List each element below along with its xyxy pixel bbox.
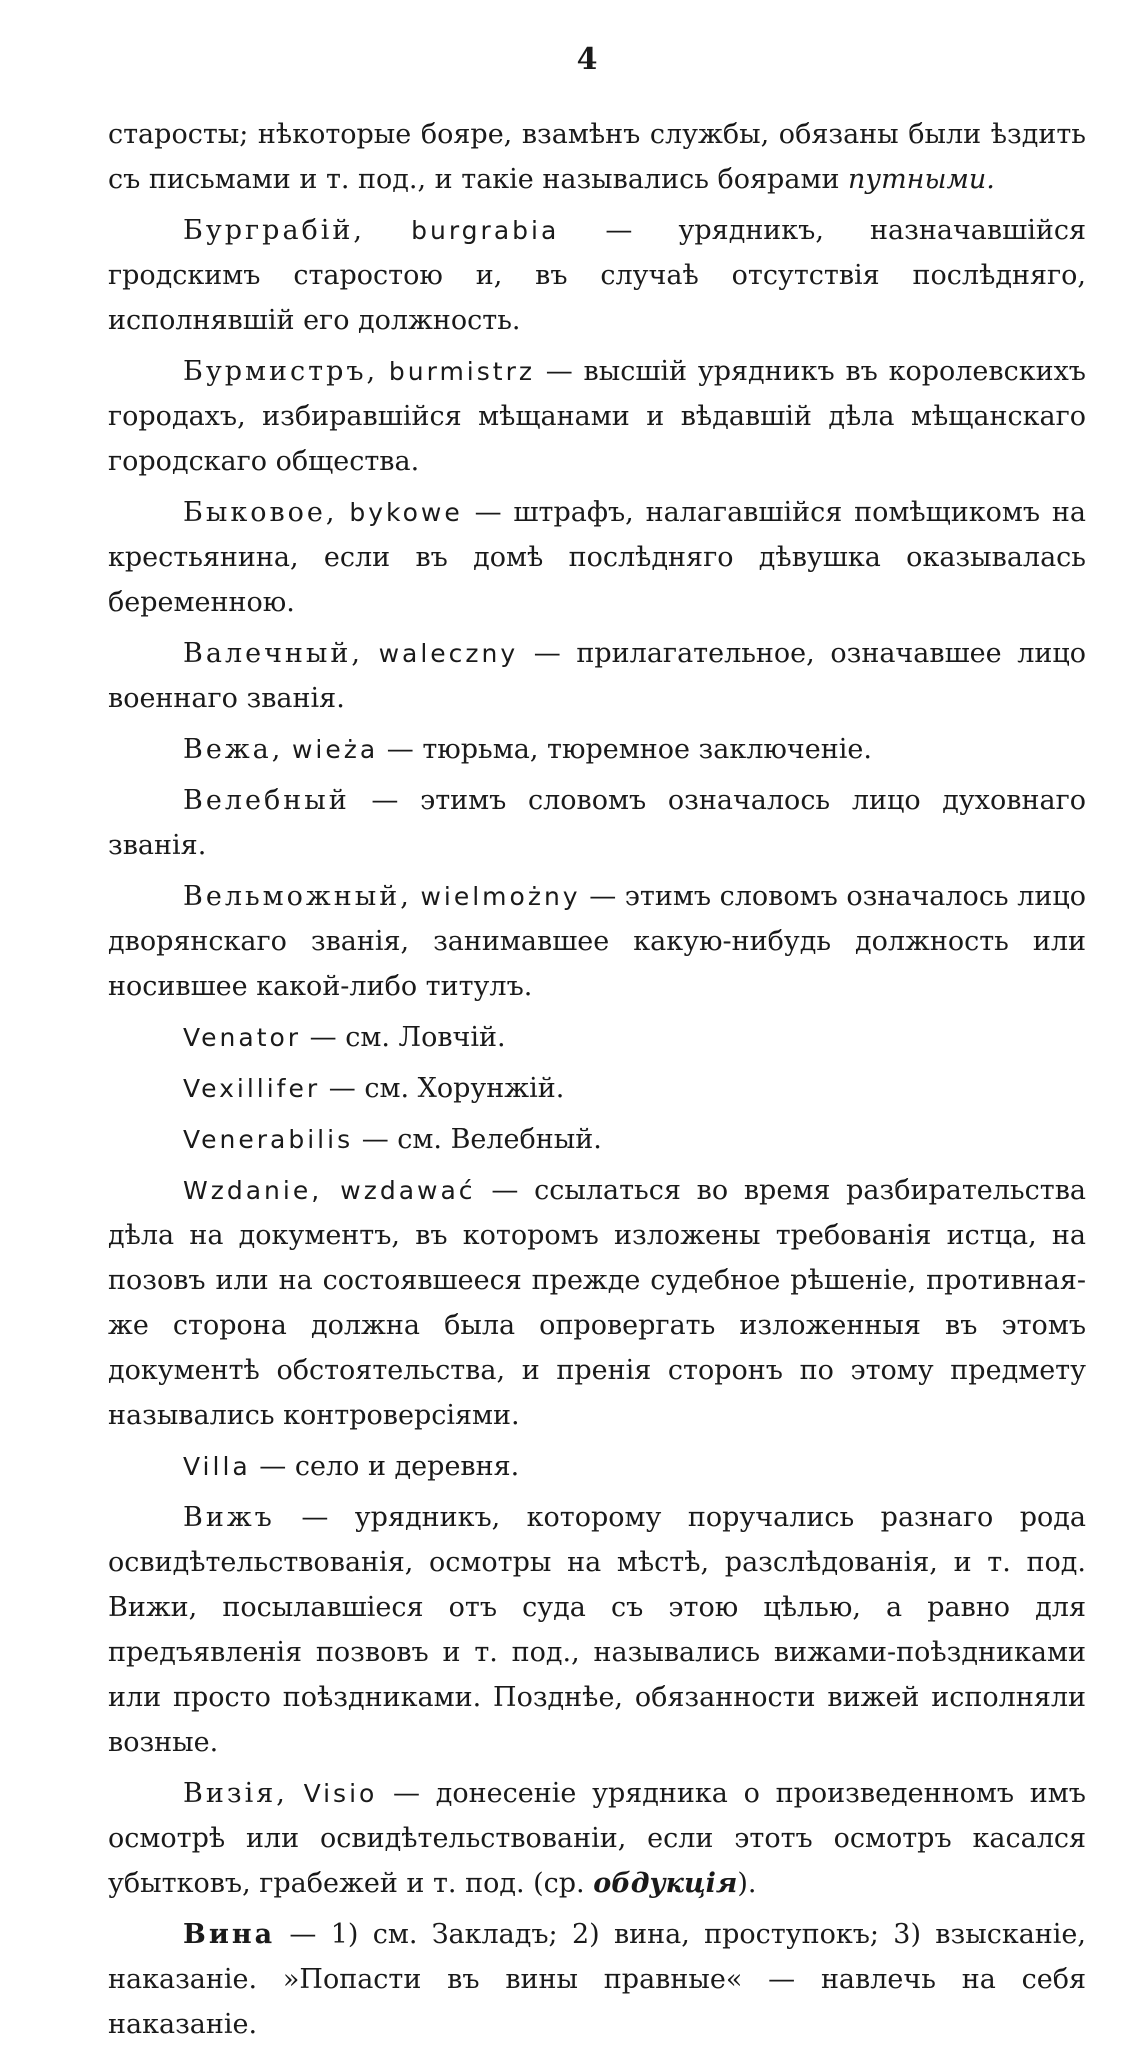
entry-bykovoe [108,490,1086,625]
entry-definition: — этимъ словомъ означалось лицо дворянскаго званія, занимавшее какую-нибудь должность или носившее какой-либо титулъ. [108,881,1086,1002]
entry-viziya [108,1771,1086,1906]
entry-latin: wielmożny [420,882,581,911]
italic-term: путными. [848,164,995,195]
entry-definition: — см. Хорунжій. [320,1073,565,1104]
entry-venerabilis [108,1117,1086,1162]
entry-term: Вежа, [183,734,284,765]
entry-latin: Venerabilis [183,1125,354,1154]
entry-latin: burmistrz [388,357,535,386]
entry-term: Бурмистръ, [183,356,379,387]
entry-term: Вина [183,1919,276,1950]
entry-definition: — прилагательное, означавшее лицо военнаго званія. [108,638,1086,714]
entry-latin: burgrabia [411,216,560,245]
entry-latin: Wzdanie, wzdawać [183,1176,476,1205]
entry-term: Быковое, [183,497,338,528]
entry-venator [108,1015,1086,1060]
entry-term: Велебный [183,785,350,816]
entry-term: Визія, [183,1778,288,1809]
entry-vina [108,1912,1086,2047]
entry-latin: Vexillifer [183,1074,321,1103]
entry-latin: Villa [183,1452,251,1481]
entry-latin: waleczny [378,639,519,668]
entry-definition: — см. Ловчій. [301,1022,506,1053]
entry-term: Бурграбій, [183,215,366,246]
entry-definition: — штрафъ, налагавшійся помѣщикомъ на крестьянина, если въ домѣ послѣдняго дѣвушка оказывалась беременною. [108,497,1086,618]
entry-velebny [108,778,1086,868]
entry-latin: Visio [303,1779,378,1808]
entry-closing: ). [737,1868,757,1899]
entry-vezha [108,727,1086,772]
entry-latin: bykowe [349,498,463,527]
paragraph-text: старосты; нѣкоторые бояре, взамѣнъ службы, обязаны были ѣздить съ письмами и т. под., и такіе назывались боярами [108,119,1086,195]
entry-definition: — см. Велебный. [353,1124,602,1155]
entry-latin: wieża [291,735,379,764]
entry-definition: — урядникъ, которому поручались разнаго рода освидѣтельствованія, осмотры на мѣстѣ, разслѣдованія, и т. под. Вижи, посылавшіеся отъ суда съ этою цѣлью, а равно для предъявленія позвовъ и т. под., назывались вижами-поѣздниками или просто поѣздниками. Позднѣе, обязанности вижей исполняли возные. [108,1502,1086,1758]
entry-term: Вижъ [183,1502,275,1533]
document-page [108,40,1086,2040]
entry-definition: — 1) см. Закладъ; 2) вина, проступокъ; 3) взысканіе, наказаніе. »Попасти въ вины правные« — навлечь на себя наказаніе. [108,1919,1086,2040]
entry-definition: — тюрьма, тюремное заключеніе. [378,734,872,765]
entry-term: Валечный, [183,638,363,669]
entry-latin: Venator [183,1023,302,1052]
entry-definition: — донесеніе урядника о произведенномъ имъ осмотрѣ или освидѣтельствованіи, если этотъ осмотръ касался убытковъ, грабежей и т. под. (ср. [108,1778,1086,1899]
page-number: 4 [576,42,598,77]
entry-burgrabiy [108,208,1086,343]
entry-villa [108,1444,1086,1489]
entry-term: Вельможный, [183,881,412,912]
entry-velmozhny [108,874,1086,1009]
entry-definition: — этимъ словомъ означалось лицо духовнаго званія. [108,785,1086,861]
entry-vexillifer [108,1066,1086,1111]
entry-vizh [108,1495,1086,1765]
entry-valechny [108,631,1086,721]
entry-wzdanie [108,1168,1086,1438]
entry-definition: — урядникъ, назначавшійся гродскимъ старостою и, въ случаѣ отсутствія послѣдняго, исполнявшій его должность. [108,215,1086,336]
entry-definition: — высшій урядникъ въ королевскихъ городахъ, избиравшійся мѣщанами и вѣдавшій дѣла мѣщанскаго городскаго общества. [108,356,1086,477]
entry-definition: — село и деревня. [250,1451,520,1482]
italic-term: обдукція [593,1868,738,1899]
paragraph-starosty [108,112,1086,202]
entry-definition: — ссылаться во время разбирательства дѣла на документъ, въ которомъ изложены требованія истца, на позовъ или на состоявшееся прежде судебное рѣшеніе, противная-же сторона должна была опровергать изложенныя въ этомъ документѣ обстоятельства, и пренія сторонъ по этому предмету назывались контроверсіями. [108,1175,1086,1431]
entry-burmistr [108,349,1086,484]
